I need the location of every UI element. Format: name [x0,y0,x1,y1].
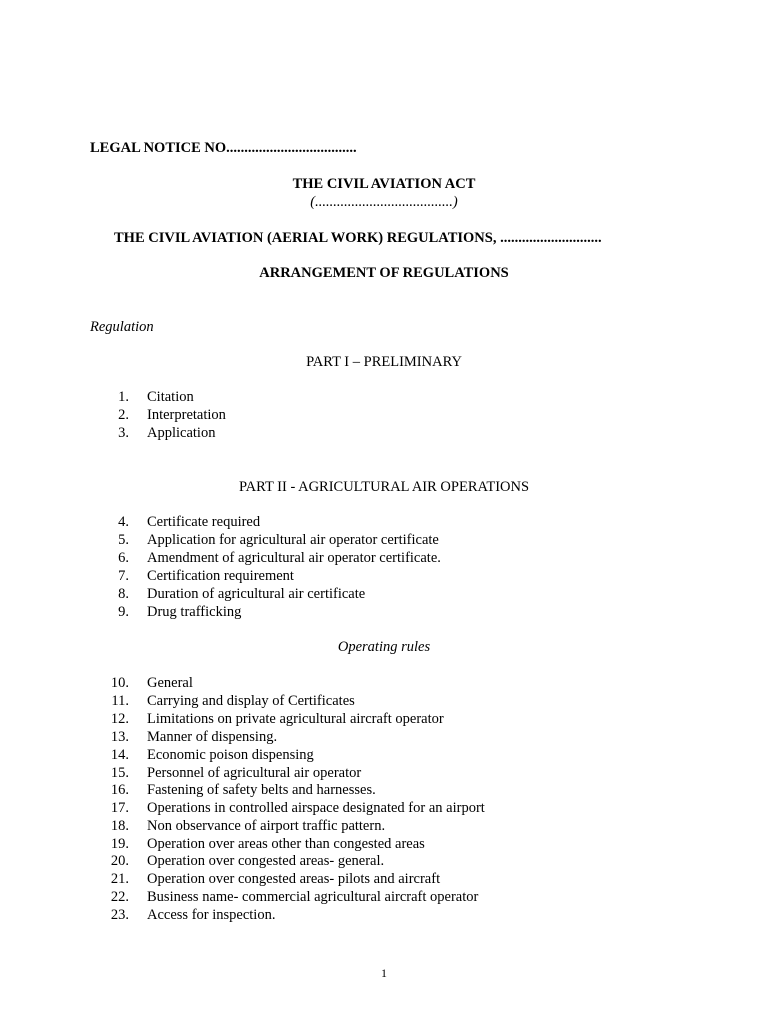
operating-rules-heading: Operating rules [337,639,431,655]
list-item [0,871,768,889]
item-title: Access for inspection. [147,907,276,923]
list-item [0,604,768,622]
list-item [0,836,768,854]
item-number: 4. [118,514,129,530]
list-item [0,389,768,407]
page-number: 1 [381,966,387,980]
item-number: 18. [110,818,129,834]
legal-notice-number: LEGAL NOTICE NO.................................... [90,140,357,156]
list-item [0,765,768,783]
item-title: Duration of agricultural air certificate [147,586,366,602]
list-item [0,675,768,693]
item-title: Economic poison dispensing [147,747,314,763]
item-number: 1. [118,389,129,405]
item-title: Certificate required [147,514,261,530]
item-title: Application for agricultural air operator certificate [147,532,439,548]
part-2-heading: PART II - AGRICULTURAL AIR OPERATIONS [238,479,530,495]
act-number-placeholder: (......................................) [310,194,458,210]
item-number: 12. [110,711,129,727]
item-number: 22. [110,889,129,905]
item-number: 14. [110,747,129,763]
item-number: 5. [118,532,129,548]
item-title: Operation over congested areas- pilots and aircraft [147,871,441,887]
list-item [0,586,768,604]
list-item [0,729,768,747]
item-title: Interpretation [147,407,226,423]
item-number: 15. [110,765,129,781]
list-item [0,889,768,907]
act-title: THE CIVIL AVIATION ACT [292,176,476,192]
list-item [0,800,768,818]
item-number: 8. [118,586,129,602]
list-item [0,693,768,711]
regulations-title: THE CIVIL AVIATION (AERIAL WORK) REGULATIONS, ............................ [114,230,602,246]
item-title: Certification requirement [147,568,294,584]
list-item [0,514,768,532]
list-item [0,782,768,800]
list-item [0,853,768,871]
item-title: Manner of dispensing. [147,729,278,745]
list-item [0,907,768,925]
item-number: 6. [118,550,129,566]
item-title: Operations in controlled airspace designated for an airport [147,800,485,816]
item-title: Application [147,425,216,441]
item-title: Fastening of safety belts and harnesses. [147,782,376,798]
item-number: 16. [110,782,129,798]
item-title: Amendment of agricultural air operator certificate. [147,550,441,566]
item-number: 7. [118,568,129,584]
list-item [0,532,768,550]
list-item [0,818,768,836]
list-item [0,568,768,586]
arrangement-heading: ARRANGEMENT OF REGULATIONS [259,265,509,281]
list-item [0,747,768,765]
item-number: 21. [110,871,129,887]
item-number: 2. [118,407,129,423]
item-number: 9. [118,604,129,620]
item-title: Personnel of agricultural air operator [147,765,362,781]
list-item [0,711,768,729]
item-title: Limitations on private agricultural aircraft operator [147,711,444,727]
list-item [0,550,768,568]
item-title: Non observance of airport traffic pattern. [147,818,386,834]
item-number: 23. [110,907,129,923]
list-item [0,407,768,425]
item-number: 13. [110,729,129,745]
item-number: 10. [110,675,129,691]
item-number: 17. [110,800,129,816]
item-number: 20. [110,853,129,869]
item-title: Drug trafficking [147,604,242,620]
item-title: Carrying and display of Certificates [147,693,355,709]
item-title: Operation over congested areas- general. [147,853,385,869]
list-item [0,425,768,443]
item-number: 3. [118,425,129,441]
item-title: Operation over areas other than congested areas [147,836,425,852]
part-1-heading: PART I – PRELIMINARY [306,354,462,370]
item-title: Citation [147,389,194,405]
regulation-column-label: Regulation [90,319,154,335]
item-number: 11. [111,693,129,709]
item-title: Business name- commercial agricultural aircraft operator [147,889,479,905]
item-number: 19. [110,836,129,852]
item-title: General [147,675,193,691]
